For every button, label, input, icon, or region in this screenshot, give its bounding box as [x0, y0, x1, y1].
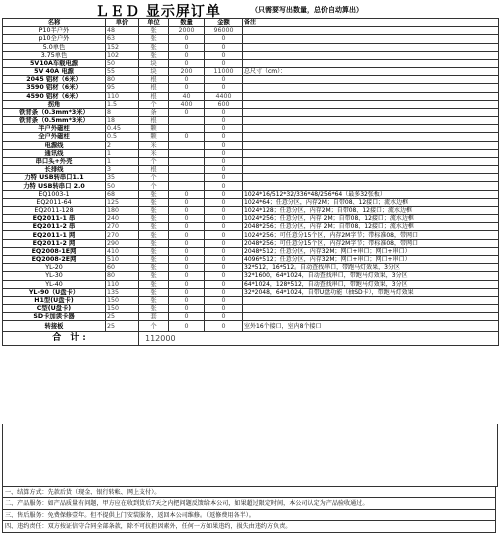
cell-remark — [243, 92, 499, 100]
cell-amount: 0 — [205, 296, 243, 304]
cell-amount: 0 — [205, 141, 243, 149]
cell-remark — [243, 149, 499, 157]
cell-name: 转接板 — [3, 321, 106, 332]
table-row — [3, 255, 499, 263]
cell-price: 1 — [106, 157, 139, 165]
cell-price: 152 — [106, 43, 139, 51]
table-row — [3, 133, 499, 141]
cell-qty: 2000 — [169, 27, 205, 35]
cell-price: 135 — [106, 288, 139, 296]
cell-name: 5V10A车载电源 — [3, 59, 106, 67]
cell-amount: 0 — [205, 157, 243, 165]
cell-name: YL-20 — [3, 264, 106, 272]
table-row — [3, 141, 499, 149]
cell-qty: 0 — [169, 59, 205, 67]
cell-remark — [243, 305, 499, 313]
table-row — [3, 51, 499, 59]
cell-unit: 个 — [139, 321, 169, 332]
table-row — [3, 264, 499, 272]
term-line: 二、产品服务：如产品质量有问题，甲方应在收到货后7天之内把问题反馈给本公司，如果超过限定时间，本公司认定为产品验收通过。 — [3, 498, 495, 509]
cell-remark — [243, 43, 499, 51]
cell-price: 290 — [106, 239, 139, 247]
cell-qty: 0 — [169, 280, 205, 288]
cell-name: C型(U盘卡) — [3, 305, 106, 313]
cell-qty: 0 — [169, 272, 205, 280]
cell-name: 通讯线 — [3, 149, 106, 157]
table-row — [3, 35, 499, 43]
table-row — [3, 198, 499, 206]
cell-name: 4590 铝材（6米） — [3, 92, 106, 100]
col-header-remark: 备注 — [243, 19, 499, 27]
cell-amount: 0 — [205, 51, 243, 59]
sheet-title: ＬＥＤ 显示屏订单 — [95, 4, 221, 20]
cell-name: EQ2011-1 网 — [3, 231, 106, 239]
cell-remark — [243, 157, 499, 165]
cell-qty: 0 — [169, 264, 205, 272]
table-row — [3, 76, 499, 84]
cell-unit: 张 — [139, 272, 169, 280]
cell-price: 8 — [106, 108, 139, 116]
cell-amount: 0 — [205, 272, 243, 280]
cell-remark — [243, 35, 499, 43]
cell-unit: 根 — [139, 84, 169, 92]
cell-amount: 0 — [205, 182, 243, 190]
cell-remark: 1024*16/512*32/336*48/256*64（最多32张板） — [243, 190, 499, 198]
cell-qty: 0 — [169, 190, 205, 198]
table-row — [3, 125, 499, 133]
cell-unit: 根 — [139, 166, 169, 174]
cell-price: 2 — [106, 141, 139, 149]
cell-qty — [169, 182, 205, 190]
cell-unit: 米 — [139, 141, 169, 149]
table-row — [3, 305, 499, 313]
cell-price: 50 — [106, 182, 139, 190]
cell-qty — [169, 174, 205, 182]
cell-unit: 块 — [139, 59, 169, 67]
cell-qty — [169, 125, 205, 133]
cell-remark — [243, 84, 499, 92]
cell-unit: 颗 — [139, 133, 169, 141]
cell-amount: 0 — [205, 255, 243, 263]
cell-name: P10半户外 — [3, 27, 106, 35]
cell-name: 力特 USB转串口1.1 — [3, 174, 106, 182]
cell-unit: 张 — [139, 43, 169, 51]
cell-qty: 0 — [169, 215, 205, 223]
table-row — [3, 117, 499, 125]
cell-unit: 根 — [139, 76, 169, 84]
cell-price: 110 — [106, 280, 139, 288]
cell-unit: 根 — [139, 117, 169, 125]
cell-amount: 0 — [205, 206, 243, 214]
table-row — [3, 321, 499, 332]
cell-remark — [243, 296, 499, 304]
cell-price: 410 — [106, 247, 139, 255]
cell-amount: 0 — [205, 313, 243, 321]
cell-unit: 张 — [139, 288, 169, 296]
cell-qty: 0 — [169, 84, 205, 92]
cell-price: 3 — [106, 166, 139, 174]
cell-amount: 0 — [205, 174, 243, 182]
cell-price: 125 — [106, 198, 139, 206]
table-row — [3, 288, 499, 296]
cell-unit: 个 — [139, 182, 169, 190]
cell-price: 180 — [106, 206, 139, 214]
cell-amount: 0 — [205, 264, 243, 272]
cell-unit: 张 — [139, 51, 169, 59]
cell-amount: 0 — [205, 35, 243, 43]
cell-remark: 32*512，16*512。自动查找串口，带跑马灯效果，3分区 — [243, 264, 499, 272]
cell-qty: 0 — [169, 305, 205, 313]
table-row — [3, 313, 499, 321]
cell-name: YL-30 — [3, 272, 106, 280]
cell-unit: 张 — [139, 255, 169, 263]
table-row — [3, 84, 499, 92]
cell-price: 60 — [106, 264, 139, 272]
cell-remark: 2048*256；任意分区，内存 2M；自带08、12接口；流水边框 — [243, 223, 499, 231]
table-row — [3, 231, 499, 239]
cell-remark: 1024*256；可任意分15个区，内存2M字节；带标准08，带网口 — [243, 231, 499, 239]
cell-qty: 0 — [169, 108, 205, 116]
order-table — [2, 18, 499, 346]
cell-price: 80 — [106, 272, 139, 280]
table-row — [3, 108, 499, 116]
cell-remark: 1024*128；任意分区，内存2M；自带08、12接口；流水边框 — [243, 206, 499, 214]
cell-unit: 套 — [139, 313, 169, 321]
cell-qty: 0 — [169, 255, 205, 263]
cell-remark — [243, 76, 499, 84]
cell-unit: 张 — [139, 239, 169, 247]
cell-unit: 张 — [139, 35, 169, 43]
cell-qty: 400 — [169, 100, 205, 108]
cell-unit: 张 — [139, 215, 169, 223]
cell-name: 2045 铝材（6米） — [3, 76, 106, 84]
cell-unit: 张 — [139, 264, 169, 272]
cell-unit: 块 — [139, 68, 169, 76]
table-row — [3, 239, 499, 247]
cell-amount: 0 — [205, 215, 243, 223]
cell-amount: 0 — [205, 239, 243, 247]
cell-remark: 32*2048，64*1024，自带U盘功能（抽SD卡），带跑马灯效果 — [243, 288, 499, 296]
cell-amount: 0 — [205, 223, 243, 231]
cell-amount: 0 — [205, 280, 243, 288]
terms-section — [2, 486, 496, 533]
total-row — [3, 332, 499, 346]
cell-price: 48 — [106, 27, 139, 35]
cell-remark: 1024*256；任意分区，内存 2M；自带08、12接口；流水边框 — [243, 215, 499, 223]
cell-amount: 0 — [205, 76, 243, 84]
cell-price: 50 — [106, 59, 139, 67]
cell-unit: 张 — [139, 27, 169, 35]
table-row — [3, 149, 499, 157]
table-row — [3, 182, 499, 190]
cell-unit: 颗 — [139, 125, 169, 133]
cell-name: EQ2008-2E网 — [3, 255, 106, 263]
cell-remark — [243, 117, 499, 125]
cell-name: EQ2011-2 串 — [3, 223, 106, 231]
col-header-name: 名称 — [3, 19, 106, 27]
term-line: 三、售后服务：免费保修壹年。但不提供上门安装服务，返回本公司维修。（返修费用各半）。 — [3, 510, 495, 521]
cell-name: 半户外磁柱 — [3, 125, 106, 133]
table-row — [3, 223, 499, 231]
table-row — [3, 215, 499, 223]
cell-amount: 0 — [205, 125, 243, 133]
cell-qty: 0 — [169, 313, 205, 321]
cell-remark: 2048*256；可任意分15个区，内存2M字节；带标准08，带网口 — [243, 239, 499, 247]
cell-amount: 0 — [205, 321, 243, 332]
cell-amount: 0 — [205, 133, 243, 141]
header-row — [3, 19, 499, 27]
cell-name: EQ2008-1E网 — [3, 247, 106, 255]
total-label: 合 计: — [3, 332, 139, 346]
cell-qty: 200 — [169, 68, 205, 76]
term-line: 一、结算方式：先款后货（现金、银行转帐、网上支付）。 — [3, 487, 495, 498]
cell-unit: 张 — [139, 223, 169, 231]
cell-amount: 96000 — [205, 27, 243, 35]
cell-amount: 0 — [205, 305, 243, 313]
cell-name: 铁背条（0.5mm*3米） — [3, 117, 106, 125]
col-header-unit: 单位 — [139, 19, 169, 27]
cell-price: 25 — [106, 313, 139, 321]
cell-qty: 0 — [169, 231, 205, 239]
cell-price: 150 — [106, 305, 139, 313]
cell-unit: 张 — [139, 247, 169, 255]
cell-price: 55 — [106, 68, 139, 76]
cell-name: 5.0单色 — [3, 43, 106, 51]
cell-amount: 0 — [205, 149, 243, 157]
cell-qty: 0 — [169, 51, 205, 59]
cell-unit: 张 — [139, 231, 169, 239]
cell-unit: 条 — [139, 108, 169, 116]
col-header-price: 单价 — [106, 19, 139, 27]
cell-price: 95 — [106, 84, 139, 92]
cell-amount: 600 — [205, 100, 243, 108]
cell-amount: 0 — [205, 247, 243, 255]
cell-name: 长排线 — [3, 166, 106, 174]
cell-unit: 张 — [139, 280, 169, 288]
cell-price: 240 — [106, 215, 139, 223]
cell-remark — [243, 125, 499, 133]
cell-unit: 张 — [139, 206, 169, 214]
cell-amount: 4400 — [205, 92, 243, 100]
cell-unit: 个 — [139, 174, 169, 182]
cell-amount: 0 — [205, 288, 243, 296]
cell-remark — [243, 100, 499, 108]
cell-amount: 0 — [205, 117, 243, 125]
cell-qty: 0 — [169, 133, 205, 141]
cell-qty: 0 — [169, 288, 205, 296]
cell-qty: 0 — [169, 239, 205, 247]
cell-unit: 米 — [139, 149, 169, 157]
cell-remark — [243, 141, 499, 149]
cell-remark — [243, 133, 499, 141]
title-bar — [0, 0, 500, 18]
cell-amount: 0 — [205, 59, 243, 67]
table-row — [3, 174, 499, 182]
table-row — [3, 272, 499, 280]
cell-name: 3590 铝材（6米） — [3, 84, 106, 92]
cell-unit: 根 — [139, 92, 169, 100]
cell-name: EQ2011-1 串 — [3, 215, 106, 223]
cell-price: 150 — [106, 296, 139, 304]
cell-qty — [169, 149, 205, 157]
table-row — [3, 92, 499, 100]
cell-price: 102 — [106, 51, 139, 59]
cell-amount: 0 — [205, 166, 243, 174]
cell-price: 1.5 — [106, 100, 139, 108]
total-value: 112000 — [139, 332, 499, 346]
cell-price: 110 — [106, 92, 139, 100]
cell-qty — [169, 157, 205, 165]
cell-qty — [169, 141, 205, 149]
cell-remark: 2048*512；任意分区，内存32M；网口+串口；网口+串口） — [243, 247, 499, 255]
cell-remark — [243, 27, 499, 35]
cell-qty: 0 — [169, 198, 205, 206]
table-row — [3, 296, 499, 304]
table-row — [3, 100, 499, 108]
cell-amount: 0 — [205, 231, 243, 239]
cell-price: 0.45 — [106, 125, 139, 133]
cell-remark: 4096*512；任意分区，内存32M；网口+串口；网口+串口） — [243, 255, 499, 263]
cell-price: 25 — [106, 321, 139, 332]
cell-amount: 0 — [205, 84, 243, 92]
cell-name: 电源线 — [3, 141, 106, 149]
cell-qty — [169, 117, 205, 125]
cell-price: 35 — [106, 174, 139, 182]
cell-remark: 64*1024，128*512，自动查找串口，带跑马灯效果，3分区 — [243, 280, 499, 288]
cell-price: 63 — [106, 35, 139, 43]
cell-name: YL-90（U盘卡） — [3, 288, 106, 296]
cell-name: 5V 40A 电源 — [3, 68, 106, 76]
cell-qty: 0 — [169, 206, 205, 214]
table-row — [3, 59, 499, 67]
table-row — [3, 68, 499, 76]
cell-price: 270 — [106, 231, 139, 239]
cell-name: 全户外磁柱 — [3, 133, 106, 141]
cell-unit: 个 — [139, 100, 169, 108]
cell-price: 270 — [106, 223, 139, 231]
blank-area — [2, 424, 498, 487]
cell-name: 串口头+外壳 — [3, 157, 106, 165]
cell-remark: 室外16个接口，室内8个接口 — [243, 321, 499, 332]
cell-name: EQ2011-2 网 — [3, 239, 106, 247]
col-header-amount: 金额 — [205, 19, 243, 27]
cell-name: 拐角 — [3, 100, 106, 108]
cell-remark — [243, 182, 499, 190]
table-row — [3, 247, 499, 255]
cell-price: 0.5 — [106, 133, 139, 141]
cell-remark — [243, 313, 499, 321]
cell-remark: 1024*64；任意分区，内存2M；自带08、12接口；流水边框 — [243, 198, 499, 206]
cell-name: p10全户外 — [3, 35, 106, 43]
cell-remark — [243, 51, 499, 59]
cell-amount: 0 — [205, 43, 243, 51]
cell-unit: 张 — [139, 190, 169, 198]
cell-unit: 张 — [139, 198, 169, 206]
cell-name: 铁背条（0.3mm*3米） — [3, 108, 106, 116]
cell-qty — [169, 166, 205, 174]
cell-name: H1型(U盘卡) — [3, 296, 106, 304]
cell-qty: 0 — [169, 76, 205, 84]
cell-amount: 0 — [205, 198, 243, 206]
cell-name: SD卡加读卡器 — [3, 313, 106, 321]
table-row — [3, 280, 499, 288]
cell-name: EQ2011-128 — [3, 206, 106, 214]
cell-name: 3.75单色 — [3, 51, 106, 59]
cell-qty: 40 — [169, 92, 205, 100]
table-row — [3, 43, 499, 51]
cell-amount: 0 — [205, 108, 243, 116]
table-row — [3, 206, 499, 214]
term-line: 四、违约责任：双方按证信守合同全部条款，除不可抗拒因素外，任何一方如果违约，损失由违约方负责。 — [5, 522, 292, 530]
cell-amount: 11000 — [205, 68, 243, 76]
cell-price: 1 — [106, 149, 139, 157]
cell-remark — [243, 166, 499, 174]
cell-price: 510 — [106, 255, 139, 263]
cell-amount: 0 — [205, 190, 243, 198]
table-row — [3, 166, 499, 174]
cell-remark — [243, 174, 499, 182]
cell-qty: 0 — [169, 35, 205, 43]
cell-remark: 32*1600，64*1024，自动查找串口，带跑马灯效果，3分区 — [243, 272, 499, 280]
cell-name: EQ1003-1 — [3, 190, 106, 198]
table-row — [3, 27, 499, 35]
cell-price: 80 — [106, 76, 139, 84]
cell-unit: 张 — [139, 305, 169, 313]
cell-name: YL-40 — [3, 280, 106, 288]
cell-unit: 张 — [139, 296, 169, 304]
cell-remark: 总尺寸（cm）： — [243, 68, 499, 76]
cell-qty: 0 — [169, 247, 205, 255]
cell-qty: 0 — [169, 43, 205, 51]
sheet-subtitle: （只需要写出数量，总价自动算出） — [251, 6, 363, 14]
cell-qty: 0 — [169, 223, 205, 231]
cell-price: 18 — [106, 117, 139, 125]
cell-qty: 0 — [169, 321, 205, 332]
cell-remark — [243, 108, 499, 116]
cell-price: 68 — [106, 190, 139, 198]
cell-name: 力特 USB转串口 2.0 — [3, 182, 106, 190]
col-header-qty: 数量 — [169, 19, 205, 27]
cell-remark — [243, 59, 499, 67]
table-row — [3, 157, 499, 165]
cell-name: EQ2011-64 — [3, 198, 106, 206]
cell-unit: 个 — [139, 157, 169, 165]
table-row — [3, 190, 499, 198]
cell-qty: 0 — [169, 296, 205, 304]
